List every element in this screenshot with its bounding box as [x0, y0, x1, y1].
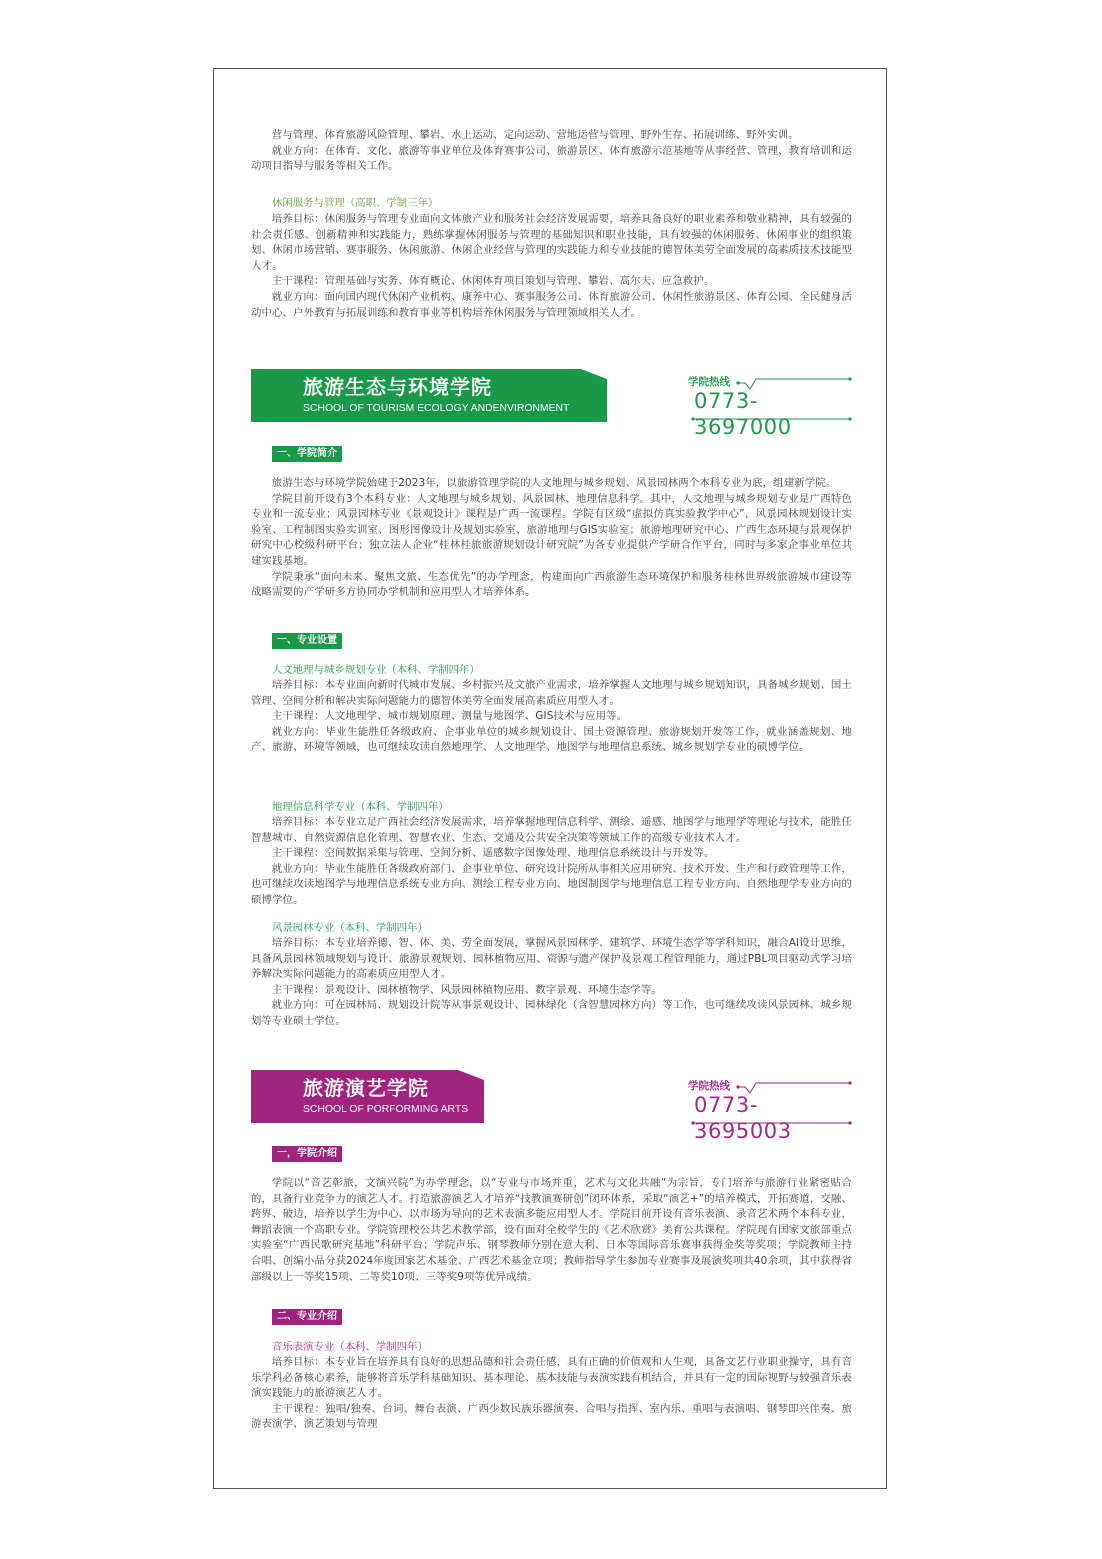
arts-school-name-en: SCHOOL OF PORFORMING ARTS — [303, 1104, 469, 1115]
continuation-line: 营与管理、体育旅游风险管理、攀岩、水上运动、定向运动、营地运营与管理、野外生存、拓展训练、野外实训。 — [271, 129, 799, 141]
major-title: 地理信息科学专业（本科、学制四年） — [272, 801, 449, 813]
eco-intro-para: 旅游生态与环境学院始建于2023年，以旅游管理学院的人文地理与城乡规划、风景园林两个本科专业为底，组建新学院。 — [271, 477, 837, 489]
major-career: 就业方向：毕业生能胜任各级政府、企事业单位的城乡规划设计、国土资源管理、旅游规划开发等工作，就业涵盖规划、地产、旅游、环境等领域，也可继续攻读自然地理学、人文地理学、地图学与地理信息系统、城乡规划学专业的硕博学位。 — [251, 725, 852, 754]
eco-section-intro-badge: 一、学院简介 — [272, 446, 342, 462]
major-career: 就业方向：毕业生能胜任各级政府部门、企事业单位、研究设计院所从事相关应用研究、技术开发、生产和行政管理等工作，也可继续攻读地图学与地理信息系统专业方向、测绘工程专业方向、地图制图学与地理信息工程专业方向、自然地理学专业方向的硕博学位。 — [251, 862, 852, 906]
arts-school-name-cn: 旅游演艺学院 — [303, 1076, 429, 1100]
arts-school-banner — [251, 1070, 484, 1123]
major-body — [251, 678, 852, 756]
arts-section-majors-badge: 二、专业介绍 — [272, 1309, 342, 1325]
major-courses: 主干课程：景观设计、园林植物学、风景园林植物应用、数字景观、环境生态学等。 — [271, 983, 662, 996]
arts-intro-para: 学院以“音艺彰旅，文演兴院”为办学理念，以“专业与市场并重，艺术与文化共融”为宗旨，专门培养与旅游行业紧密贴合的，具备行业竞争力的演艺人才。打造旅游演艺人才培养“技教演赛研创”闭环体系，采取“演艺+”的培养模式，开拓赛道，交融、跨界、破边，培养以学生为中心、以市场为导向的艺术表演多能应用型人才。学院目前开设有音乐表演、录音艺术两个本科专业，舞蹈表演一个高职专业。学院管理校公共艺术教学部，设有面对全校学生的《艺术欣赏》美育公共课程。学院现有国家文旅部重点实验室“广西民歌研究基地”科研平台；学院声乐、钢琴教师分别在意大利、日本等国际音乐赛事获得金奖等奖项；学院教师主持合唱、创编小品分获2024年度国家艺术基金、广西艺术基金立项；教师指导学生参加专业赛事及展演奖项共40余项，其中获得省部级以上一等奖15项、二等奖10项、三等奖9项等优异成绩。 — [251, 1177, 852, 1283]
major-title: 风景园林专业（本科、学制四年） — [272, 922, 428, 934]
arts-intro — [251, 1176, 852, 1285]
top-continuation — [251, 128, 852, 175]
eco-school-name-en: SCHOOL OF TOURISM ECOLOGY ANDENVIRONMENT — [303, 403, 570, 414]
hotline-number: 0773-3697000 — [694, 389, 792, 439]
major-title: 音乐表演专业（本科、学制四年） — [272, 1341, 428, 1353]
major-courses: 主干课程：独唱/独奏、台词、舞台表演、广西少数民族乐器演奏、合唱与指挥、室内乐、重唱与表演唱、钢琴即兴伴奏、旅游表演学、演艺策划与管理 — [251, 1402, 852, 1431]
hotline-number: 0773-3695003 — [694, 1093, 792, 1143]
arts-hotline — [688, 1080, 854, 1143]
major-goal: 培养目标：本专业旨在培养具有良好的思想品德和社会责任感，具有正确的价值观和人生观，具备文艺行业职业操守，具有音乐学科必备核心素养，能够将音乐学科基础知识、基本理论、基本技能与表演实践有机结合，并具有一定的国际视野与较强音乐表演实践能力的旅游演艺人才。 — [251, 1356, 852, 1400]
eco-school-banner — [251, 369, 607, 422]
continuation-career: 就业方向：在体育、文化、旅游等事业单位及体育赛事公司、旅游景区、体育旅游示范基地等从事经营、管理、教育培训和运动项目指导与服务等相关工作。 — [251, 144, 852, 173]
leisure-major-title: 休闲服务与管理（高职、学制三年） — [272, 197, 439, 209]
major-goal: 培养目标：本专业培养德、智、体、美、劳全面发展，掌握风景园林学、建筑学、环境生态学等学科知识，融合AI设计思维，具备风景园林领域规划与设计、旅游景观规划、园林植物应用、资源与遗产保护及景观工程管理能力，通过PBL项目驱动式学习培养解决实际问题能力的高素质应用型人才。 — [251, 937, 852, 981]
major-goal: 培养目标：本专业立足广西社会经济发展需求，培养掌握地理信息科学、测绘、遥感、地图学与地理学等理论与技术，能胜任智慧城市、自然资源信息化管理、智慧农业、生态、交通及公共安全决策等领域工作的高级专业技术人才。 — [251, 816, 852, 844]
major-title: 人文地理与城乡规划专业（本科、学制四年） — [272, 664, 480, 676]
arts-section-intro-badge: 一，学院介绍 — [272, 1146, 342, 1162]
eco-intro-para: 学院目前开设有3个本科专业：人文地理与城乡规划、风景园林、地理信息科学。其中，人文地理与城乡规划专业是广西特色专业和一流专业；风景园林专业《景观设计》课程是广西一流课程。学院有区级“虚拟仿真实验教学中心”，风景园林规划设计实验室、工程制图实验实训室、图形图像设计及规划实验室、旅游地理与GIS实验室；旅游地理研究中心、广西生态环境与景观保护研究中心校级科研平台；独立法人企业“桂林桂旅旅游规划设计研究院”为各专业提供产学研合作平台，同时与多家企事业单位共建实践基地。 — [251, 492, 852, 567]
hotline-label: 学院热线 — [688, 1080, 730, 1092]
major-body — [251, 1355, 852, 1433]
major-career: 就业方向：可在园林局、规划设计院等从事景观设计、园林绿化（含智慧园林方向）等工作，也可继续攻读风景园林、城乡规划等专业硕士学位。 — [251, 999, 852, 1027]
eco-section-majors-badge: 一、专业设置 — [272, 633, 342, 649]
eco-intro — [251, 476, 852, 601]
eco-hotline — [688, 376, 854, 439]
eco-intro-para: 学院秉承“面向未来、聚焦文旅、生态优先”的办学理念，构建面向广西旅游生态环境保护和服务桂林世界级旅游城市建设等战略需要的产学研多方协同办学机制和应用型人才培养体系。 — [251, 570, 852, 599]
major-courses: 主干课程：空间数据采集与管理、空间分析、遥感数字图像处理、地理信息系统设计与开发等。 — [271, 847, 715, 860]
leisure-career: 就业方向：面向国内现代休闲产业机构、康养中心、赛事服务公司、体育旅游公司、休闲性旅游景区、体育公园、全民健身活动中心、户外教育与拓展训练和教育事业等机构培养休闲服务与管理领域相关人才。 — [251, 290, 852, 319]
hotline-label: 学院热线 — [688, 376, 730, 388]
major-goal: 培养目标：本专业面向新时代城市发展、乡村振兴及文旅产业需求，培养掌握人文地理与城乡规划知识，具备城乡规划、国土管理、空间分析和解决实际问题能力的德智体美劳全面发展高素质应用型人才。 — [251, 679, 852, 707]
major-body — [251, 815, 852, 909]
major-body — [251, 936, 852, 1030]
leisure-courses: 主干课程：管理基础与实务、体育概论、休闲体育项目策划与管理、攀岩、高尔夫、应急救护。 — [271, 275, 715, 288]
major-courses: 主干课程：人文地理学、城市规划原理、测量与地图学、GIS技术与应用等。 — [271, 710, 628, 723]
leisure-goal: 培养目标：休闲服务与管理专业面向文体旅产业和服务社会经济发展需要，培养具备良好的职业素养和敬业精神，具有较强的社会责任感、创新精神和实践能力，熟练掌握休闲服务与管理的基础知识和职业技能，具有较强的休闲服务、休闲事业的组织策划、休闲市场营销、赛事服务、休闲旅游、休闲企业经营与管理的实践能力和专业技能的德智体美劳全面发展的高素质技术技能型人才。 — [251, 213, 852, 272]
eco-school-name-cn: 旅游生态与环境学院 — [303, 375, 492, 399]
leisure-major-body — [251, 212, 852, 321]
